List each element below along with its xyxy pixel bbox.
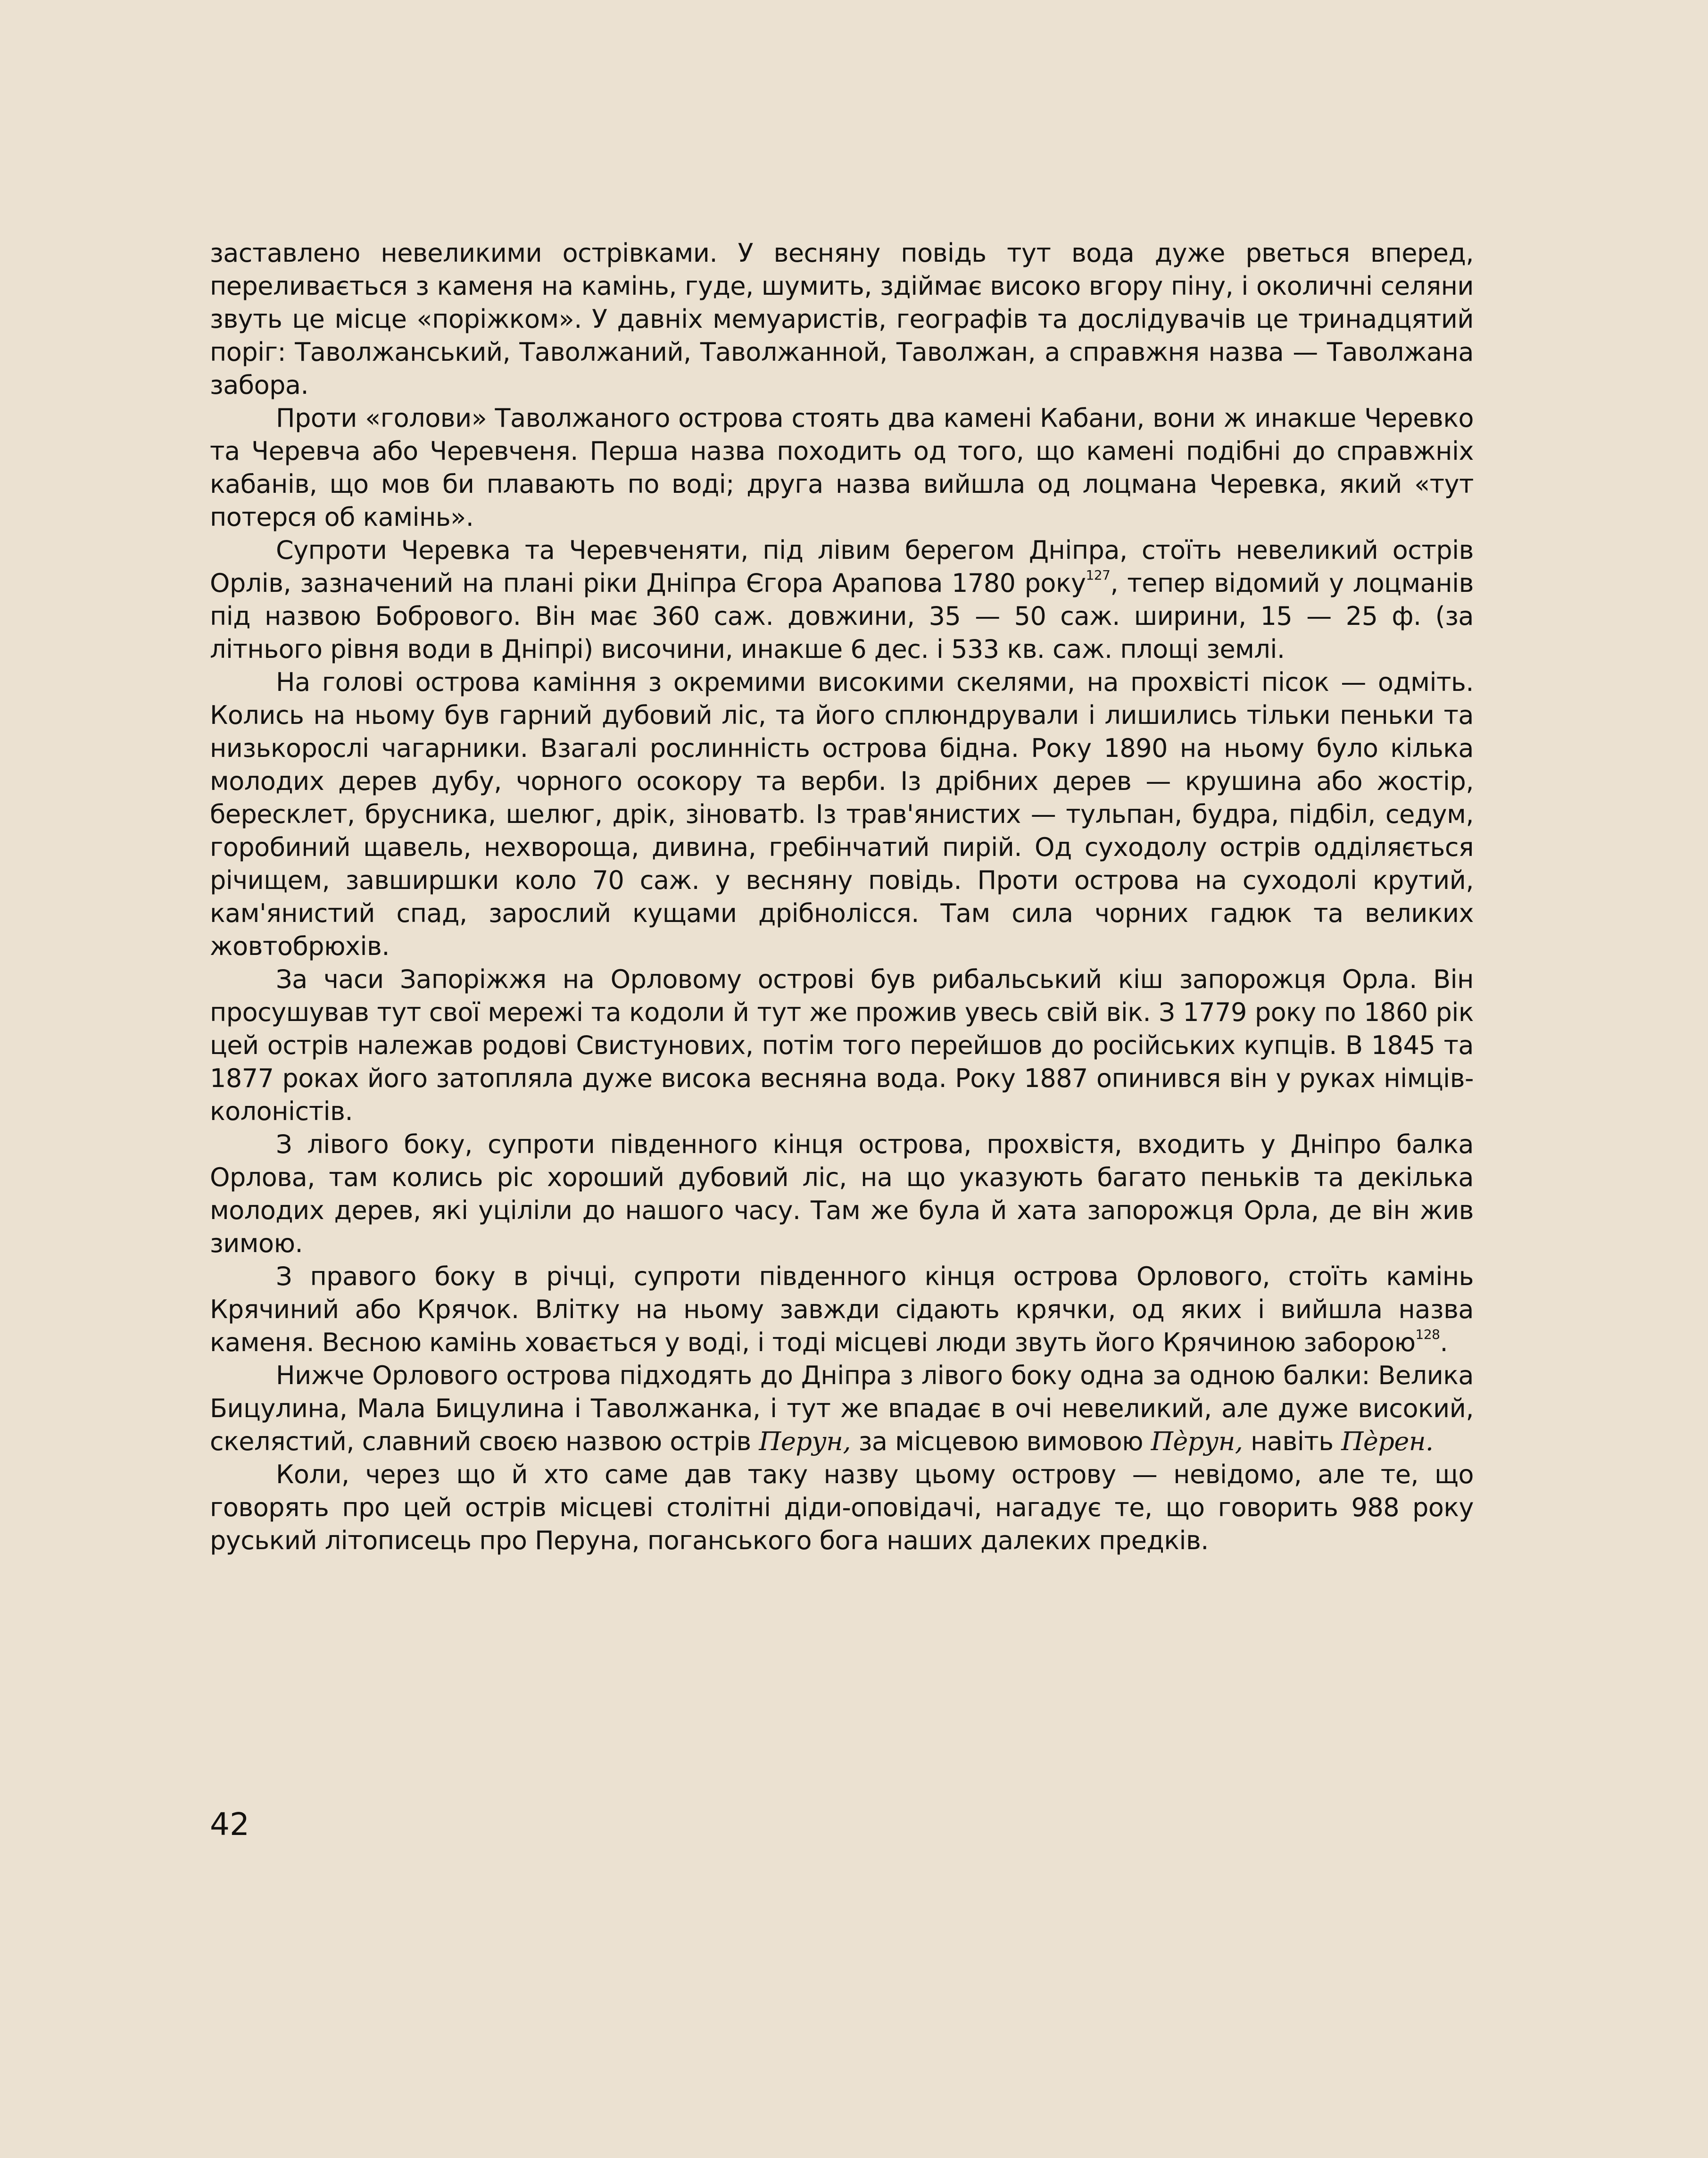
- paragraph-kabany: Проти «голови» Таволжаного острова стоять два камені Кабани, вони ж инакше Черевко та Черевча або Черевченя. Перша назва походить од того, що камені подібні до справжніх кабанів, що мов би плавають по воді; друга назва вийшла од лоцмана Черевка, який «тут потерся об камінь».: [210, 403, 1474, 532]
- paragraph-text: Супроти Черевка та Черевченяти, під лівим берегом Дніпра, стоїть невеликий острів Орлів, зазначений на плані ріки Дніпра Єгора Арапова 1780 року: [210, 535, 1474, 598]
- paragraph-text: за місцевою вимовою: [851, 1427, 1151, 1456]
- footnote-marker-128: 128: [1415, 1327, 1440, 1342]
- page-body: [210, 237, 1474, 1557]
- paragraph-perun-legend: Коли, через що й хто саме дав таку назву цьому острову — невідомо, але те, що говорять про цей острів місцеві столітні діди-оповідачі, нагадує те, що говорить 988 року руський літописець про Перуна, поганського бога наших далеких предків.: [210, 1460, 1474, 1555]
- italic-name-perun: Перун,: [759, 1427, 851, 1456]
- paragraph-orliv-island: [210, 534, 1474, 666]
- footnote-marker-127: 127: [1086, 567, 1111, 583]
- paragraph-continued: заставлено невеликими острівками. У весняну повідь тут вода дуже рветься вперед, переливається з каменя на камінь, гуде, шумить, здіймає високо вгору піну, і околичні селяни звуть це місце «поріжком». У давніх мемуаристів, географів та дослідувачів це тринадцятий поріг: Таволжанський, Таволжаний, Таволжанной, Таволжан, а справжня назва — Таволжана забора.: [210, 238, 1474, 400]
- paragraph-vegetation: На голові острова каміння з окремими високими скелями, на прохвісті пісок — одміть. Колись на ньому був гарний дубовий ліс, та його сплюндрували і лишились тільки пеньки та низькорослі чагарники. Взагалі рослинність острова бідна. Року 1890 на ньому було кілька молодих дерев дубу, чорного осокору та верби. Із дрібних дерев — крушина або жостір, бересклет, брусника, шелюг, дрік, зіноватb. Із трав'янистих — тульпан, будра, підбіл, седум, горобиний щавель, нехвороща, дивина, гребінчатий пирій. Од суходолу острів одділяється річищем, завширшки коло 70 саж. у весняну повідь. Проти острова на суходолі крутий, кам'янистий спад, зарослий кущами дрібнолісся. Там сила чорних гадюк та великих жовтобрюхів.: [210, 667, 1474, 961]
- paragraph-text: Нижче Орлового острова підходять до Дніпра з лівого боку одна за одною балки: Велика Бицулина, Мала Бицулина і Таволжанка, і тут же впадає в очі невеликий, але дуже високий, скелястий, славний своєю назвою острів: [210, 1361, 1474, 1456]
- paragraph-text: , тепер відомий у лоцманів під назвою Бобрового. Він має 360 саж. довжини, 35 — 50 саж. ширини, 15 — 25 ф. (за літнього рівня води в Дніпрі) височини, инакше 6 дес. і 533 кв. саж. площі землі.: [210, 568, 1474, 664]
- page-number: 42: [210, 1806, 249, 1843]
- italic-name-peren: Пѐрен.: [1341, 1427, 1434, 1456]
- paragraph-text: .: [1440, 1328, 1448, 1357]
- paragraph-perun-island: [210, 1359, 1474, 1458]
- paragraph-text: З правого боку в річці, супроти південного кінця острова Орлового, стоїть камінь Крячиний або Крячок. Влітку на ньому завжди сідають крячки, од яких і вийшла назва каменя. Весною камінь ховається у воді, і тоді місцеві люди звуть його Крячиною заборою: [210, 1262, 1474, 1357]
- paragraph-orlova-balka: З лівого боку, супроти південного кінця острова, прохвістя, входить у Дніпро балка Орлова, там колись ріс хороший дубовий ліс, на що указують багато пеньків та декілька молодих дерев, які уціліли до нашого часу. Там же була й хата запорожця Орла, де він жив зимою.: [210, 1129, 1474, 1258]
- paragraph-kriachok-stone: [210, 1260, 1474, 1359]
- paragraph-zaporizhzhia-times: За часи Запоріжжя на Орловому острові був рибальський кіш запорожця Орла. Він просушував тут свої мережі та кодоли й тут же прожив увесь свій вік. З 1779 року по 1860 рік цей острів належав родові Свистунових, потім того перейшов до російських купців. В 1845 та 1877 роках його затопляла дуже висока весняна вода. Року 1887 опинився він у руках німців-колоністів.: [210, 964, 1474, 1126]
- italic-name-perun-local: Пѐрун,: [1151, 1427, 1243, 1456]
- paragraph-text: навіть: [1243, 1427, 1342, 1456]
